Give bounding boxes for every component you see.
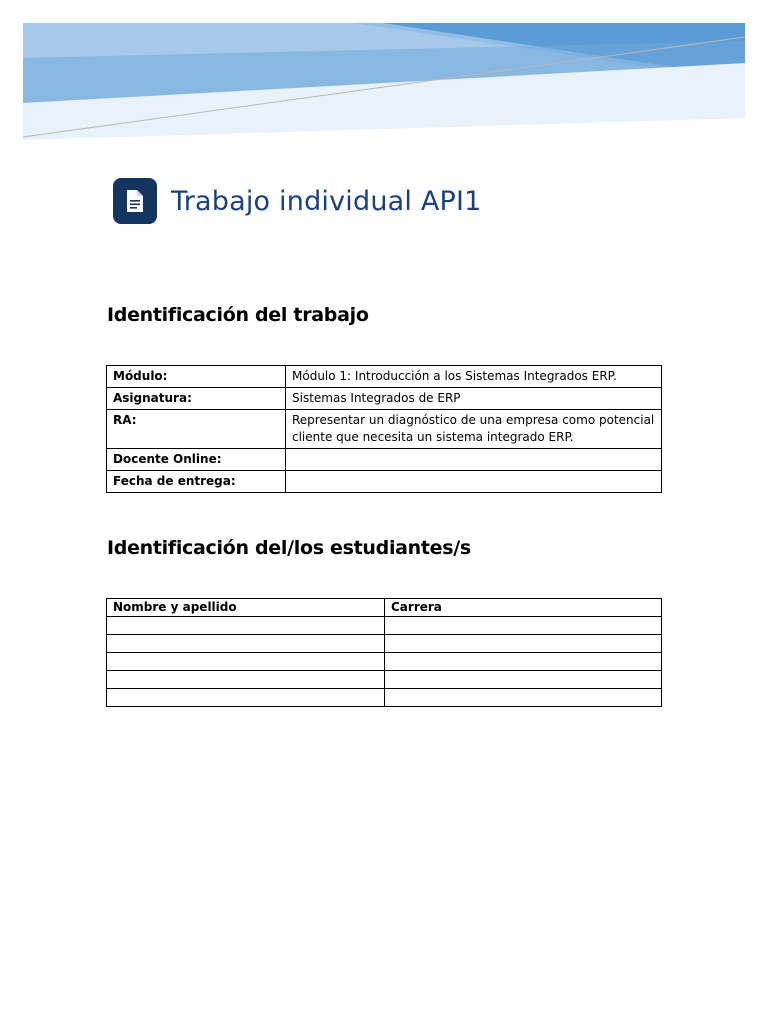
label-asignatura: Asignatura: bbox=[107, 388, 286, 410]
label-ra: RA: bbox=[107, 410, 286, 449]
students-table bbox=[106, 598, 662, 707]
work-identification-table bbox=[106, 365, 662, 493]
cell-carrera[interactable] bbox=[385, 671, 662, 689]
table-header-row bbox=[107, 599, 662, 617]
table-row bbox=[107, 388, 662, 410]
cell-nombre[interactable] bbox=[107, 635, 385, 653]
value-docente[interactable] bbox=[286, 449, 662, 471]
value-modulo[interactable]: Módulo 1: Introducción a los Sistemas Integrados ERP. bbox=[286, 366, 662, 388]
section-heading-estudiantes: Identificación del/los estudiantes/s bbox=[107, 537, 471, 559]
section-heading-trabajo: Identificación del trabajo bbox=[107, 304, 369, 326]
cell-nombre[interactable] bbox=[107, 617, 385, 635]
label-fecha: Fecha de entrega: bbox=[107, 471, 286, 493]
table-row bbox=[107, 653, 662, 671]
document-icon bbox=[113, 178, 157, 224]
cell-carrera[interactable] bbox=[385, 617, 662, 635]
cell-carrera[interactable] bbox=[385, 653, 662, 671]
table-row bbox=[107, 410, 662, 449]
table-row bbox=[107, 671, 662, 689]
table-row bbox=[107, 635, 662, 653]
header-banner bbox=[23, 23, 745, 140]
cell-carrera[interactable] bbox=[385, 689, 662, 707]
table-row bbox=[107, 366, 662, 388]
page-title: Trabajo individual API1 bbox=[171, 185, 482, 217]
label-docente: Docente Online: bbox=[107, 449, 286, 471]
table-row bbox=[107, 617, 662, 635]
value-ra[interactable]: Representar un diagnóstico de una empresa como potencial cliente que necesita un sistema integrado ERP. bbox=[286, 410, 662, 449]
table-row bbox=[107, 689, 662, 707]
cell-nombre[interactable] bbox=[107, 689, 385, 707]
document-header bbox=[113, 178, 482, 224]
column-header-carrera: Carrera bbox=[385, 599, 662, 617]
column-header-nombre: Nombre y apellido bbox=[107, 599, 385, 617]
label-modulo: Módulo: bbox=[107, 366, 286, 388]
value-fecha[interactable] bbox=[286, 471, 662, 493]
table-row bbox=[107, 471, 662, 493]
cell-carrera[interactable] bbox=[385, 635, 662, 653]
value-asignatura[interactable]: Sistemas Integrados de ERP bbox=[286, 388, 662, 410]
cell-nombre[interactable] bbox=[107, 653, 385, 671]
cell-nombre[interactable] bbox=[107, 671, 385, 689]
table-row bbox=[107, 449, 662, 471]
